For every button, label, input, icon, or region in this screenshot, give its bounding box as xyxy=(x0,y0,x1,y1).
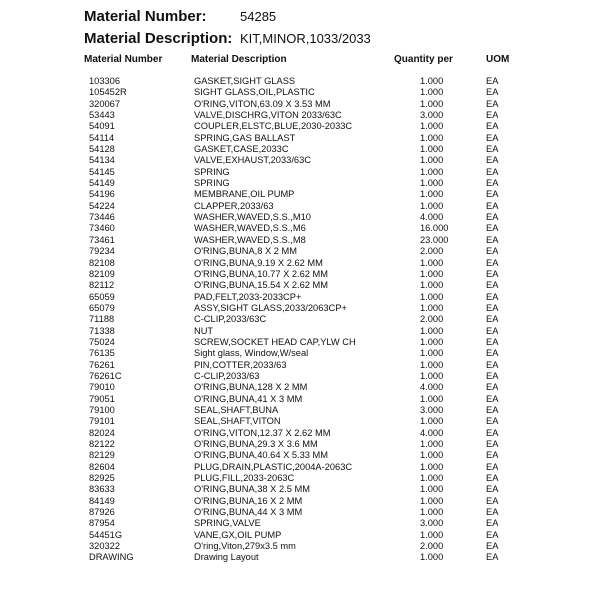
material-description-cell: VANE,GX,OIL PUMP xyxy=(194,529,282,540)
quantity-cell: 1.000 xyxy=(420,370,444,381)
table-row xyxy=(0,507,600,518)
uom-cell: EA xyxy=(486,223,499,234)
table-row xyxy=(0,371,600,382)
quantity-cell: 1.000 xyxy=(420,507,444,518)
table-row xyxy=(0,144,600,155)
quantity-cell: 1.000 xyxy=(420,325,444,336)
material-number-cell: 54224 xyxy=(89,200,115,211)
quantity-cell: 1.000 xyxy=(420,302,444,313)
material-description-cell: PLUG,DRAIN,PLASTIC,2004A-2063C xyxy=(194,461,353,472)
material-description-cell: SEAL,SHAFT,BUNA xyxy=(194,404,279,415)
quantity-cell: 1.000 xyxy=(420,359,444,370)
material-number-cell: 53443 xyxy=(89,110,115,121)
table-row xyxy=(0,303,600,314)
material-number-cell: 82109 xyxy=(89,268,115,279)
material-number-cell: 54196 xyxy=(89,189,115,200)
quantity-cell: 1.000 xyxy=(420,76,444,86)
table-row xyxy=(0,337,600,348)
material-number-cell: 79100 xyxy=(89,404,115,415)
quantity-cell: 1.000 xyxy=(420,416,444,427)
uom-cell: EA xyxy=(486,302,499,313)
material-description-cell: SCREW,SOCKET HEAD CAP,YLW CH xyxy=(194,336,356,347)
quantity-cell: 1.000 xyxy=(420,473,444,484)
table-row xyxy=(0,462,600,473)
uom-cell: EA xyxy=(486,370,499,381)
material-description-cell: O'RING,BUNA,9.19 X 2.62 MM xyxy=(194,257,323,268)
material-number-value: 54285 xyxy=(240,9,277,24)
material-description-cell: MEMBRANE,OIL PUMP xyxy=(194,189,295,200)
uom-cell: EA xyxy=(486,427,499,438)
uom-cell: EA xyxy=(486,155,499,166)
material-description-cell: C-CLIP,2033/63 xyxy=(194,370,260,381)
quantity-cell: 1.000 xyxy=(420,450,444,461)
material-description-cell: C-CLIP,2033/63C xyxy=(194,314,267,325)
column-header-material-number: Material Number xyxy=(84,54,163,65)
material-description-cell: PIN,COTTER,2033/63 xyxy=(194,359,287,370)
material-description-cell: SEAL,SHAFT,VITON xyxy=(194,416,281,427)
material-description-cell: SIGHT GLASS,OIL,PLASTIC xyxy=(194,87,315,98)
table-row xyxy=(0,416,600,427)
quantity-cell: 2.000 xyxy=(420,314,444,325)
uom-cell: EA xyxy=(486,348,499,359)
column-header-quantity: Quantity per xyxy=(394,54,453,65)
table-row xyxy=(0,292,600,303)
material-number-label: Material Number: xyxy=(84,8,207,25)
uom-cell: EA xyxy=(486,529,499,540)
uom-cell: EA xyxy=(486,404,499,415)
uom-cell: EA xyxy=(486,541,499,552)
material-description-cell: NUT xyxy=(194,325,214,336)
material-description-cell: O'RING,BUNA,38 X 2.5 MM xyxy=(194,484,310,495)
material-number-cell: 87954 xyxy=(89,518,115,529)
uom-cell: EA xyxy=(486,189,499,200)
table-row xyxy=(0,541,600,552)
table-row xyxy=(0,155,600,166)
material-number-cell: 87926 xyxy=(89,507,115,518)
material-description-cell: GASKET,SIGHT GLASS xyxy=(194,76,296,86)
quantity-cell: 1.000 xyxy=(420,393,444,404)
material-number-cell: 82604 xyxy=(89,461,115,472)
table-row xyxy=(0,326,600,337)
table-row xyxy=(0,394,600,405)
uom-cell: EA xyxy=(486,439,499,449)
material-description-cell: O'RING,BUNA,40.64 X 5.33 MM xyxy=(194,450,329,461)
table-row xyxy=(0,167,600,178)
material-description-cell: COUPLER,ELSTC,BLUE,2030-2033C xyxy=(194,121,353,132)
uom-cell: EA xyxy=(486,257,499,268)
material-number-cell: 103306 xyxy=(89,76,121,86)
material-number-cell: 65059 xyxy=(89,291,115,302)
material-description-cell: O'RING,BUNA,8 X 2 MM xyxy=(194,246,298,257)
quantity-cell: 1.000 xyxy=(420,439,444,449)
uom-cell: EA xyxy=(486,552,499,563)
uom-cell: EA xyxy=(486,178,499,189)
material-description-cell: O'RING,BUNA,10.77 X 2.62 MM xyxy=(194,268,329,279)
material-description-cell: O'RING,BUNA,41 X 3 MM xyxy=(194,393,303,404)
material-number-cell: 79101 xyxy=(89,416,115,427)
uom-cell: EA xyxy=(486,473,499,484)
uom-cell: EA xyxy=(486,461,499,472)
uom-cell: EA xyxy=(486,110,499,121)
quantity-cell: 4.000 xyxy=(420,382,444,393)
table-row xyxy=(0,428,600,439)
material-number-cell: 54145 xyxy=(89,166,115,177)
material-number-cell: 54091 xyxy=(89,121,115,132)
table-row xyxy=(0,314,600,325)
material-number-cell: 83633 xyxy=(89,484,115,495)
material-number-cell: 54149 xyxy=(89,178,115,189)
table-row xyxy=(0,450,600,461)
quantity-cell: 1.000 xyxy=(420,178,444,189)
table-row xyxy=(0,382,600,393)
quantity-cell: 1.000 xyxy=(420,189,444,200)
quantity-cell: 3.000 xyxy=(420,518,444,529)
table-row xyxy=(0,518,600,529)
material-description-cell: WASHER,WAVED,S.S.,M8 xyxy=(194,234,306,245)
quantity-cell: 1.000 xyxy=(420,257,444,268)
uom-cell: EA xyxy=(486,268,499,279)
uom-cell: EA xyxy=(486,76,499,86)
uom-cell: EA xyxy=(486,234,499,245)
material-number-cell: 75024 xyxy=(89,336,115,347)
material-number-cell: 54134 xyxy=(89,155,115,166)
uom-cell: EA xyxy=(486,132,499,143)
material-description-cell: Drawing Layout xyxy=(194,552,259,563)
uom-cell: EA xyxy=(486,144,499,155)
material-description-cell: PAD,FELT,2033-2033CP+ xyxy=(194,291,302,302)
quantity-cell: 1.000 xyxy=(420,484,444,495)
quantity-cell: 1.000 xyxy=(420,144,444,155)
material-description-cell: SPRING,VALVE xyxy=(194,518,261,529)
table-row xyxy=(0,76,600,87)
quantity-cell: 1.000 xyxy=(420,552,444,563)
table-row xyxy=(0,280,600,291)
material-description-cell: SPRING,GAS BALLAST xyxy=(194,132,296,143)
material-number-cell: 82112 xyxy=(89,280,115,291)
material-description-cell: PLUG,FILL,2033-2063C xyxy=(194,473,295,484)
uom-cell: EA xyxy=(486,87,499,98)
table-row xyxy=(0,269,600,280)
table-row xyxy=(0,552,600,563)
uom-cell: EA xyxy=(486,382,499,393)
quantity-cell: 23.000 xyxy=(420,234,449,245)
material-number-cell: 76135 xyxy=(89,348,115,359)
material-number-cell: 76261 xyxy=(89,359,115,370)
uom-cell: EA xyxy=(486,484,499,495)
material-description-cell: O'ring,Viton,279x3.5 mm xyxy=(194,541,296,552)
uom-cell: EA xyxy=(486,166,499,177)
uom-cell: EA xyxy=(486,200,499,211)
quantity-cell: 1.000 xyxy=(420,121,444,132)
material-description-cell: Sight glass, Window,W/seal xyxy=(194,348,309,359)
table-row xyxy=(0,133,600,144)
uom-cell: EA xyxy=(486,495,499,506)
material-number-cell: 82122 xyxy=(89,439,115,449)
uom-cell: EA xyxy=(486,336,499,347)
material-number-cell: 71338 xyxy=(89,325,115,336)
material-number-cell: 65079 xyxy=(89,302,115,313)
table-row xyxy=(0,246,600,257)
table-row xyxy=(0,484,600,495)
uom-cell: EA xyxy=(486,518,499,529)
material-number-cell: 82129 xyxy=(89,450,115,461)
material-description-label: Material Description: xyxy=(84,30,233,47)
material-number-cell: 82108 xyxy=(89,257,115,268)
table-row xyxy=(0,235,600,246)
material-number-cell: 71188 xyxy=(89,314,115,325)
column-header-uom: UOM xyxy=(486,54,510,65)
material-number-cell: 73460 xyxy=(89,223,115,234)
uom-cell: EA xyxy=(486,98,499,109)
material-number-cell: DRAWING xyxy=(89,552,134,563)
material-description-cell: WASHER,WAVED,S.S.,M6 xyxy=(194,223,306,234)
uom-cell: EA xyxy=(486,359,499,370)
quantity-cell: 1.000 xyxy=(420,98,444,109)
material-number-cell: 82925 xyxy=(89,473,115,484)
quantity-cell: 2.000 xyxy=(420,541,444,552)
quantity-cell: 4.000 xyxy=(420,212,444,223)
quantity-cell: 1.000 xyxy=(420,348,444,359)
material-description-cell: CLAPPER,2033/63 xyxy=(194,200,274,211)
table-row xyxy=(0,110,600,121)
table-row xyxy=(0,87,600,98)
table-row xyxy=(0,439,600,450)
table-row xyxy=(0,496,600,507)
table-row xyxy=(0,178,600,189)
uom-cell: EA xyxy=(486,212,499,223)
material-description-cell: VALVE,DISCHRG,VITON 2033/63C xyxy=(194,110,342,121)
uom-cell: EA xyxy=(486,291,499,302)
quantity-cell: 4.000 xyxy=(420,427,444,438)
uom-cell: EA xyxy=(486,280,499,291)
table-row xyxy=(0,258,600,269)
material-number-cell: 79010 xyxy=(89,382,115,393)
material-description-value: KIT,MINOR,1033/2033 xyxy=(240,31,371,46)
table-row xyxy=(0,473,600,484)
material-description-cell: SPRING xyxy=(194,178,230,189)
material-number-cell: 73446 xyxy=(89,212,115,223)
material-number-cell: 54128 xyxy=(89,144,115,155)
table-row xyxy=(0,121,600,132)
table-row xyxy=(0,223,600,234)
table-row xyxy=(0,530,600,541)
quantity-cell: 1.000 xyxy=(420,495,444,506)
quantity-cell: 3.000 xyxy=(420,404,444,415)
quantity-cell: 1.000 xyxy=(420,336,444,347)
table-row xyxy=(0,201,600,212)
material-number-cell: 82024 xyxy=(89,427,115,438)
material-description-cell: O'RING,BUNA,128 X 2 MM xyxy=(194,382,308,393)
table-row xyxy=(0,212,600,223)
material-description-cell: O'RING,BUNA,29.3 X 3.6 MM xyxy=(194,439,318,449)
uom-cell: EA xyxy=(486,314,499,325)
table-row xyxy=(0,189,600,200)
material-description-cell: SPRING xyxy=(194,166,230,177)
material-description-cell: WASHER,WAVED,S.S.,M10 xyxy=(194,212,311,223)
table-row xyxy=(0,405,600,416)
quantity-cell: 2.000 xyxy=(420,246,444,257)
material-number-cell: 76261C xyxy=(89,370,122,381)
quantity-cell: 1.000 xyxy=(420,461,444,472)
material-number-cell: 105452R xyxy=(89,87,127,98)
material-description-cell: ASSY,SIGHT GLASS,2033/2063CP+ xyxy=(194,302,347,313)
material-description-cell: O'RING,VITON,63.09 X 3.53 MM xyxy=(194,98,331,109)
uom-cell: EA xyxy=(486,325,499,336)
material-number-cell: 54114 xyxy=(89,132,115,143)
material-number-cell: 320322 xyxy=(89,541,121,552)
material-description-cell: GASKET,CASE,2033C xyxy=(194,144,289,155)
quantity-cell: 1.000 xyxy=(420,155,444,166)
table-row xyxy=(0,360,600,371)
quantity-cell: 1.000 xyxy=(420,291,444,302)
column-header-material-description: Material Description xyxy=(191,54,287,65)
material-description-cell: O'RING,BUNA,44 X 3 MM xyxy=(194,507,303,518)
material-description-cell: O'RING,BUNA,15.54 X 2.62 MM xyxy=(194,280,329,291)
material-number-cell: 79051 xyxy=(89,393,115,404)
table-row xyxy=(0,348,600,359)
quantity-cell: 16.000 xyxy=(420,223,449,234)
material-description-cell: O'RING,VITON,12.37 X 2.62 MM xyxy=(194,427,331,438)
material-number-cell: 54451G xyxy=(89,529,123,540)
quantity-cell: 1.000 xyxy=(420,280,444,291)
quantity-cell: 1.000 xyxy=(420,166,444,177)
quantity-cell: 1.000 xyxy=(420,529,444,540)
uom-cell: EA xyxy=(486,246,499,257)
quantity-cell: 1.000 xyxy=(420,200,444,211)
quantity-cell: 1.000 xyxy=(420,132,444,143)
uom-cell: EA xyxy=(486,507,499,518)
material-number-cell: 79234 xyxy=(89,246,115,257)
quantity-cell: 1.000 xyxy=(420,268,444,279)
materials-table-body xyxy=(0,76,600,564)
uom-cell: EA xyxy=(486,121,499,132)
quantity-cell: 3.000 xyxy=(420,110,444,121)
table-row xyxy=(0,99,600,110)
uom-cell: EA xyxy=(486,393,499,404)
material-number-cell: 84149 xyxy=(89,495,115,506)
material-description-cell: VALVE,EXHAUST,2033/63C xyxy=(194,155,311,166)
material-description-cell: O'RING,BUNA,16 X 2 MM xyxy=(194,495,303,506)
uom-cell: EA xyxy=(486,450,499,461)
material-number-cell: 320067 xyxy=(89,98,121,109)
uom-cell: EA xyxy=(486,416,499,427)
material-number-cell: 73461 xyxy=(89,234,115,245)
quantity-cell: 1.000 xyxy=(420,87,444,98)
